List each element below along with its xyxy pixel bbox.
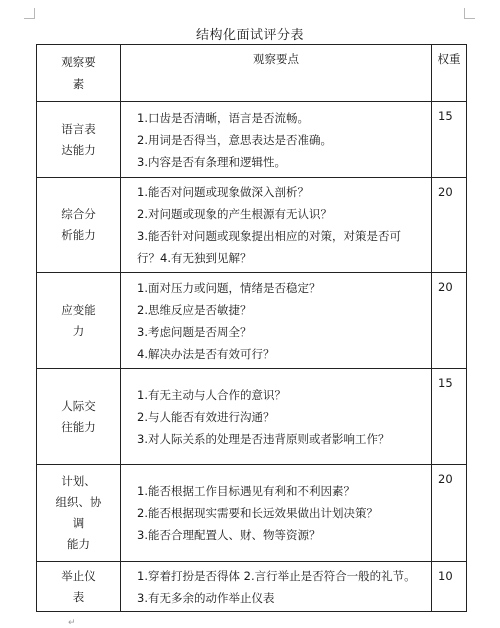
observation-point: 1.面对压力或问题，情绪是否稳定？ xyxy=(137,280,321,295)
observation-point: 3.考虑问题是否周全？ xyxy=(137,324,252,339)
header-weight: 权重 xyxy=(432,45,467,102)
observation-point: 2.思维反应是否敏捷？ xyxy=(137,302,252,317)
category-line: 组织、协 xyxy=(55,495,102,509)
table-row xyxy=(37,369,467,465)
category-line: 达能力 xyxy=(61,142,96,157)
table-header-row xyxy=(37,45,467,102)
observation-point: 1.穿着打扮是否得体 2.言行举止是否符合一般的礼节。3.有无多余的动作举止仪表 xyxy=(137,568,416,605)
table-body xyxy=(37,102,467,612)
observation-point: 4.解决办法是否有效可行？ xyxy=(137,346,275,361)
row-points xyxy=(121,465,432,562)
row-weight: 15 xyxy=(432,102,467,178)
row-weight: 20 xyxy=(432,273,467,369)
row-category xyxy=(37,102,121,178)
category-line: 综合分 xyxy=(61,207,96,221)
category-line: 人际交 xyxy=(61,398,96,413)
row-category xyxy=(37,273,121,369)
row-weight: 20 xyxy=(432,178,467,273)
observation-point: 3.能否针对问题或现象提出相应的对策，对策是否可行？4.有无独到见解？ xyxy=(137,229,401,265)
header-points: 观察要点 xyxy=(121,45,432,102)
category-line: 调 xyxy=(72,516,85,530)
category-line: 计划、 xyxy=(61,474,96,488)
category-line: 语言表 xyxy=(61,121,96,136)
table-row xyxy=(37,465,467,562)
row-points xyxy=(121,562,432,612)
document-title: 结构化面试评分表 xyxy=(195,28,304,43)
observation-point: 1.口齿是否清晰，语言是否流畅。 xyxy=(137,110,309,125)
score-table xyxy=(36,44,467,612)
category-line: 应变能 xyxy=(61,302,96,317)
row-points xyxy=(121,102,432,178)
row-category xyxy=(37,178,121,273)
observation-point: 1.有无主动与人合作的意识？ xyxy=(137,387,286,402)
observation-point: 1.能否对问题或现象做深入剖析？ xyxy=(137,185,309,199)
row-weight: 10 xyxy=(432,562,467,612)
table-row xyxy=(37,562,467,612)
category-line: 能力 xyxy=(67,537,90,551)
observation-point: 1.能否根据工作目标遇见有利和不利因素？ xyxy=(137,484,355,498)
observation-point: 2.对问题或现象的产生根源有无认识？ xyxy=(137,207,332,221)
row-points xyxy=(121,273,432,369)
observation-point: 2.用词是否得当，意思表达是否准确。 xyxy=(137,132,332,147)
page-corner-mark-left xyxy=(24,8,35,19)
category-line: 举止仪 xyxy=(61,568,96,583)
category-line: 往能力 xyxy=(61,419,96,434)
table-row xyxy=(37,102,467,178)
observation-point: 3.对人际关系的处理是否违背原则或者影响工作？ xyxy=(137,431,390,446)
paragraph-mark: ↵ xyxy=(68,618,76,628)
observation-point: 3.能否合理配置人、财、物等资源？ xyxy=(137,528,321,542)
page-corner-mark-right xyxy=(464,8,475,19)
row-points xyxy=(121,369,432,465)
observation-point: 3.内容是否有条理和逻辑性。 xyxy=(137,154,286,169)
row-weight: 15 xyxy=(432,369,467,465)
row-weight: 20 xyxy=(432,465,467,562)
observation-point: 2.与人能否有效进行沟通？ xyxy=(137,409,275,424)
category-line: 表 xyxy=(72,589,85,604)
category-line: 析能力 xyxy=(61,228,96,242)
header-factor: 观察要 素 xyxy=(37,45,121,102)
table-row xyxy=(37,273,467,369)
observation-point: 2.能否根据现实需要和长远效果做出计划决策？ xyxy=(137,506,378,520)
row-category xyxy=(37,369,121,465)
row-category xyxy=(37,562,121,612)
category-line: 力 xyxy=(72,323,85,338)
table-row xyxy=(37,178,467,273)
row-category xyxy=(37,465,121,562)
row-points xyxy=(121,178,432,273)
